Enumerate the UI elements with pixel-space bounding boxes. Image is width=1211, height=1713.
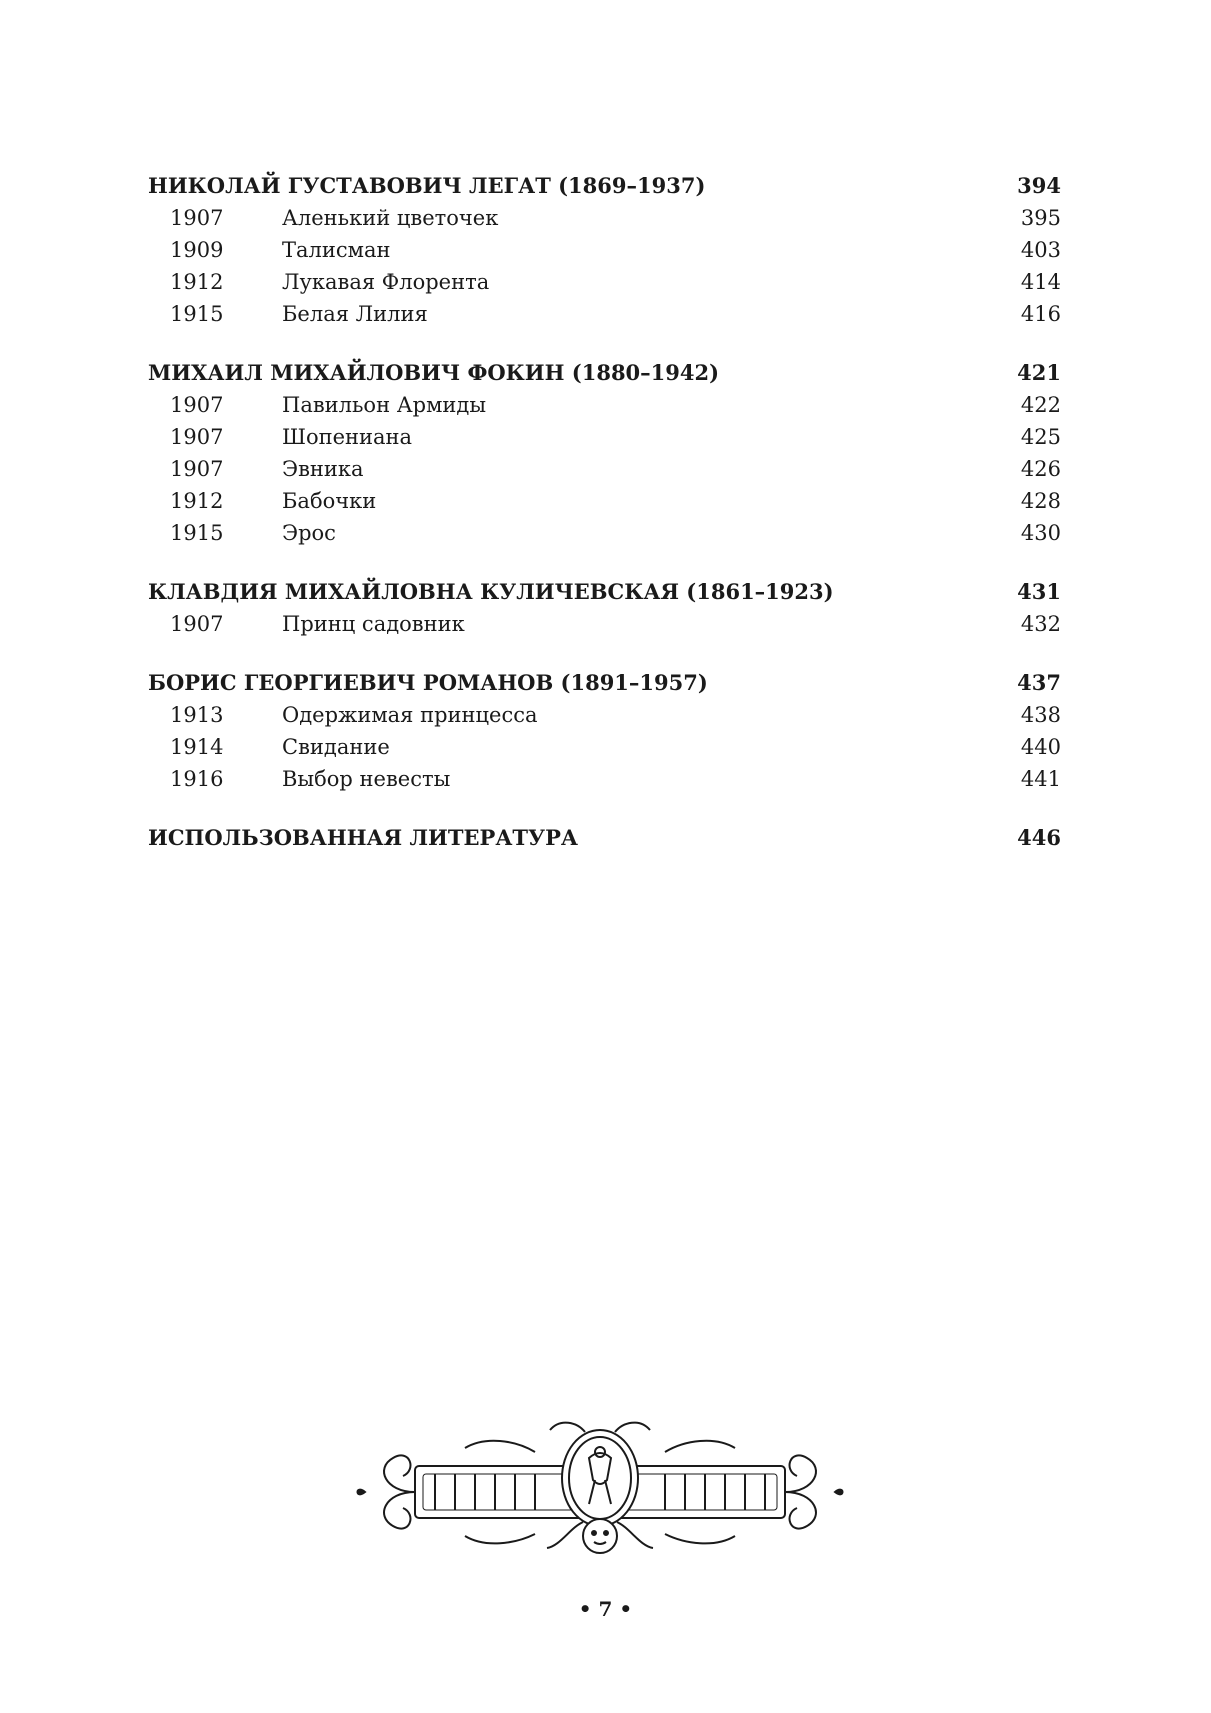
entry-year: 1915 [170, 302, 224, 326]
section-heading-page: 421 [1017, 360, 1061, 385]
toc-entry [148, 389, 1061, 421]
entry-title: Талисман [282, 238, 391, 262]
entry-title: Эрос [282, 521, 336, 545]
entry-year: 1913 [170, 703, 224, 727]
entry-title: Бабочки [282, 489, 377, 513]
section-heading-title: МИХАИЛ МИХАЙЛОВИЧ ФОКИН (1880–1942) [148, 360, 720, 385]
toc-entry [148, 421, 1061, 453]
section-heading-title: НИКОЛАЙ ГУСТАВОВИЧ ЛЕГАТ (1869–1937) [148, 173, 706, 198]
table-of-contents [148, 170, 1061, 881]
entry-year: 1907 [170, 393, 224, 417]
entry-year: 1916 [170, 767, 224, 791]
entry-page: 422 [1020, 393, 1061, 417]
entry-year: 1915 [170, 521, 224, 545]
section-heading [148, 667, 1061, 699]
section-heading-page: 394 [1017, 173, 1061, 198]
entry-page: 395 [1020, 206, 1061, 230]
section-heading-title: ИСПОЛЬЗОВАННАЯ ЛИТЕРАТУРА [148, 825, 578, 850]
entry-page: 414 [1020, 270, 1061, 294]
entry-page: 430 [1020, 521, 1061, 545]
entry-page: 438 [1020, 703, 1061, 727]
section-heading-page: 446 [1017, 825, 1061, 850]
entry-title: Одержимая принцесса [282, 703, 538, 727]
section-heading [148, 822, 1061, 854]
toc-section [148, 576, 1061, 640]
entry-year: 1907 [170, 457, 224, 481]
entry-year: 1912 [170, 489, 224, 513]
section-heading-title: БОРИС ГЕОРГИЕВИЧ РОМАНОВ (1891–1957) [148, 670, 708, 695]
toc-entry [148, 485, 1061, 517]
entry-title: Эвника [282, 457, 364, 481]
decorative-ornament [355, 1418, 845, 1568]
entry-page: 403 [1020, 238, 1061, 262]
toc-entry [148, 298, 1061, 330]
entry-year: 1912 [170, 270, 224, 294]
entry-page: 432 [1020, 612, 1061, 636]
toc-entry [148, 608, 1061, 640]
toc-section [148, 667, 1061, 795]
entry-page: 425 [1020, 425, 1061, 449]
toc-entry [148, 699, 1061, 731]
entry-title: Лукавая Флорента [282, 270, 490, 294]
entry-page: 440 [1020, 735, 1061, 759]
entry-title: Принц садовник [282, 612, 465, 636]
toc-entry [148, 234, 1061, 266]
entry-title: Выбор невесты [282, 767, 451, 791]
entry-title: Аленький цветочек [282, 206, 499, 230]
entry-year: 1909 [170, 238, 224, 262]
toc-entry [148, 202, 1061, 234]
entry-title: Белая Лилия [282, 302, 428, 326]
entry-year: 1907 [170, 425, 224, 449]
toc-entry [148, 763, 1061, 795]
page-number: • 7 • [578, 1597, 633, 1621]
entry-year: 1914 [170, 735, 224, 759]
section-heading-title: КЛАВДИЯ МИХАЙЛОВНА КУЛИЧЕВСКАЯ (1861–1923) [148, 579, 834, 604]
entry-year: 1907 [170, 206, 224, 230]
section-heading-page: 437 [1017, 670, 1061, 695]
entry-page: 426 [1020, 457, 1061, 481]
toc-section [148, 357, 1061, 549]
entry-title: Павильон Армиды [282, 393, 487, 417]
toc-entry [148, 731, 1061, 763]
entry-title: Шопениана [282, 425, 413, 449]
entry-page: 428 [1020, 489, 1061, 513]
toc-section [148, 170, 1061, 330]
toc-entry [148, 266, 1061, 298]
toc-entry [148, 517, 1061, 549]
entry-page: 416 [1020, 302, 1061, 326]
section-heading [148, 357, 1061, 389]
toc-entry [148, 453, 1061, 485]
entry-title: Свидание [282, 735, 390, 759]
entry-year: 1907 [170, 612, 224, 636]
section-heading [148, 576, 1061, 608]
toc-section [148, 822, 1061, 854]
section-heading [148, 170, 1061, 202]
entry-page: 441 [1020, 767, 1061, 791]
section-heading-page: 431 [1017, 579, 1061, 604]
